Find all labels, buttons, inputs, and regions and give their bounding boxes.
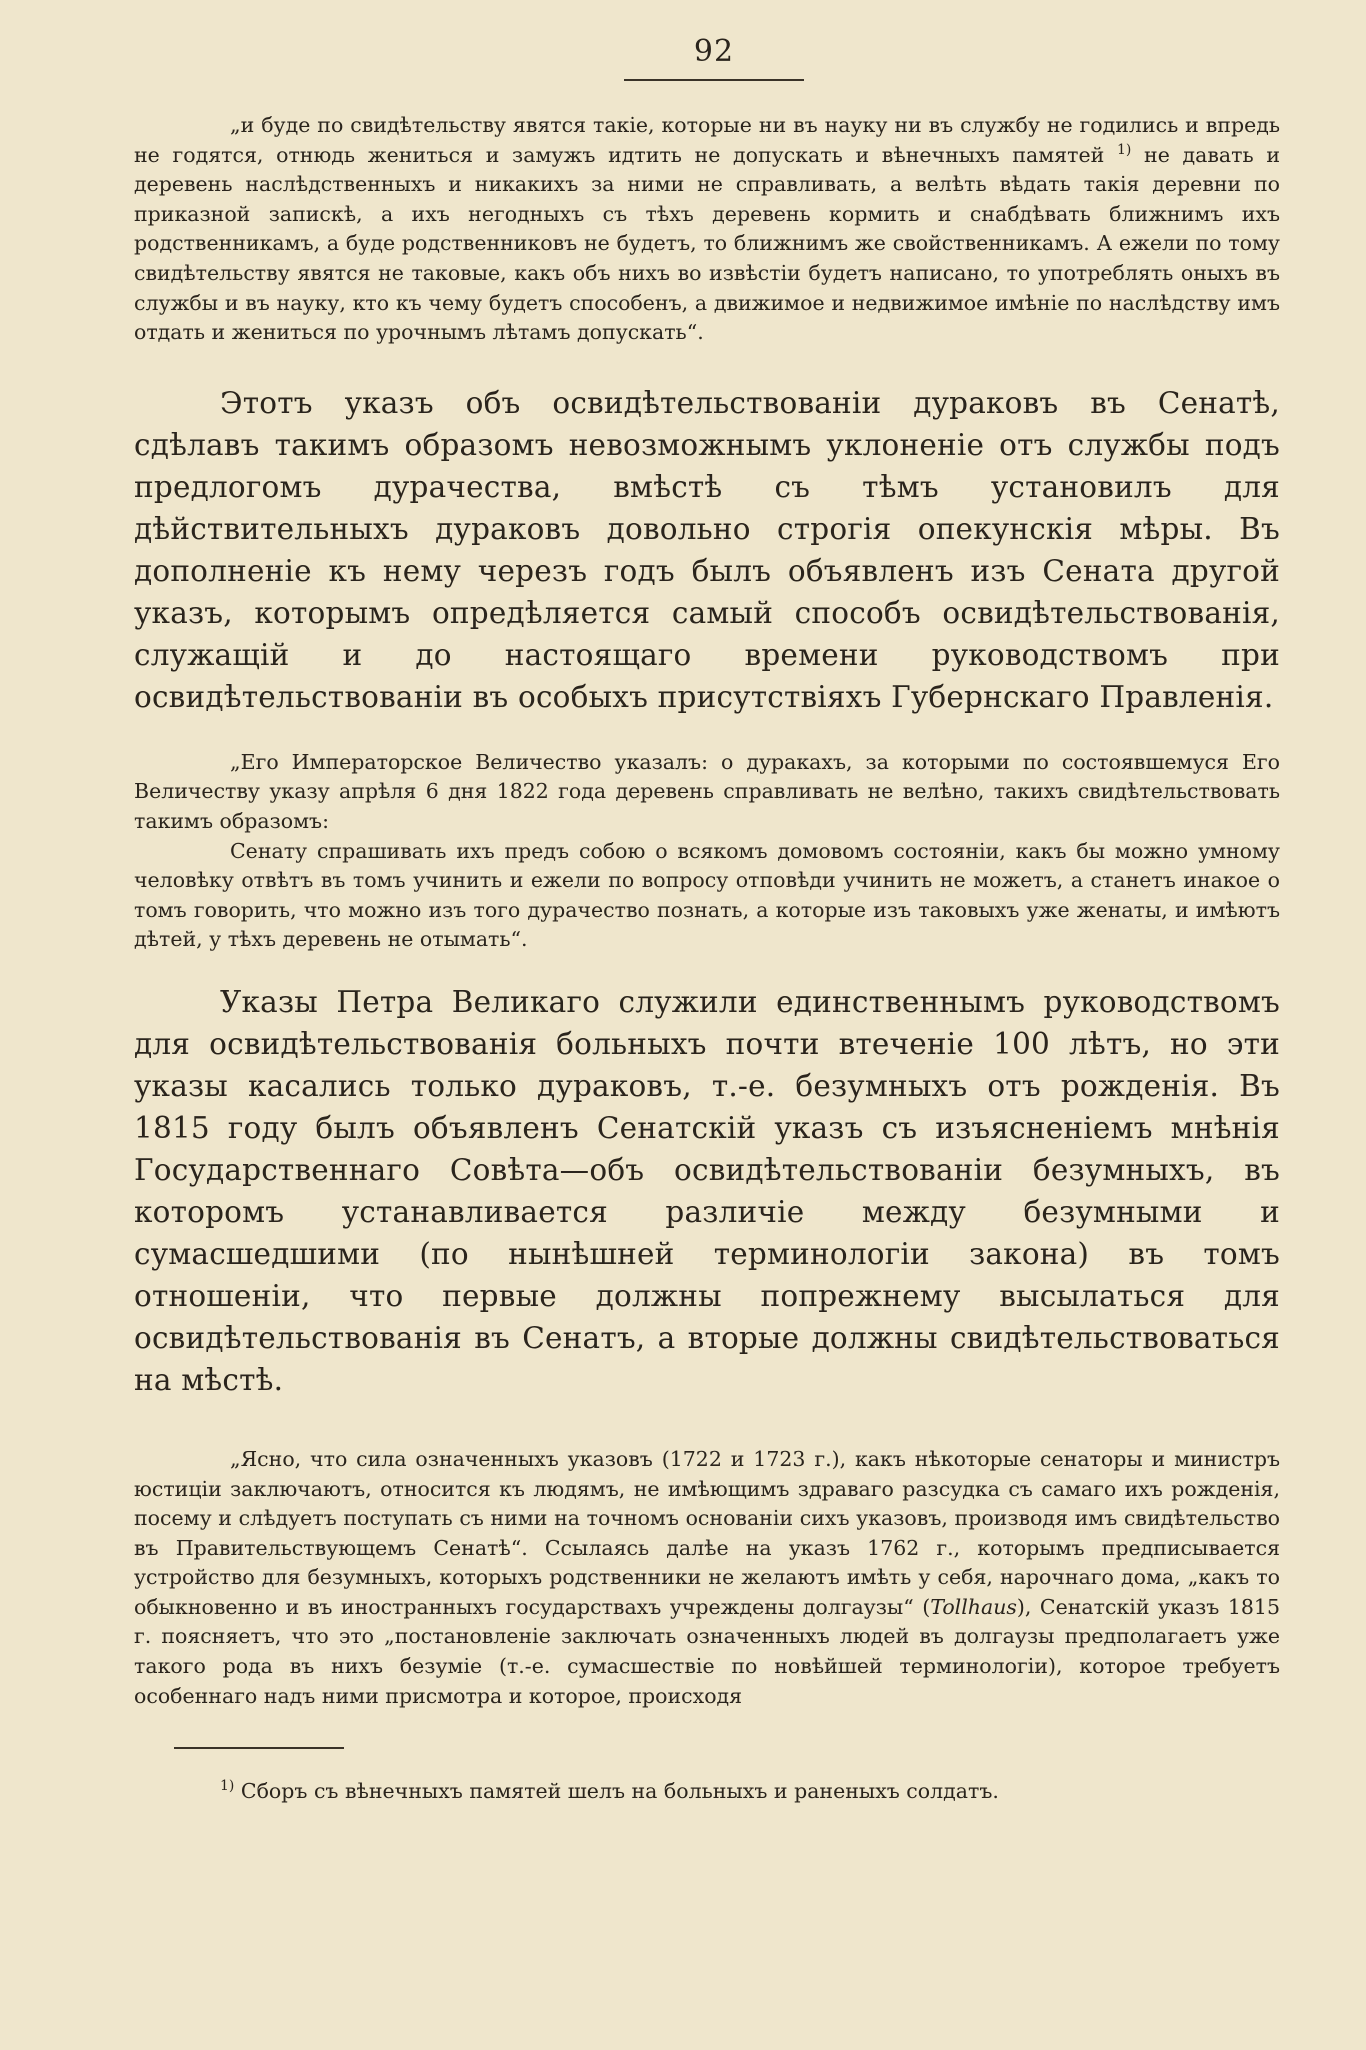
footnote-marker: 1)	[220, 1778, 235, 1795]
foreign-term: Tollhaus	[930, 1594, 1017, 1619]
quote-block	[134, 748, 1280, 955]
body-block	[134, 981, 1280, 1401]
footnote	[134, 1777, 1280, 1805]
quote-block	[134, 1445, 1280, 1711]
quote-text: „Ясно, что сила означенныхъ указовъ (1722 и 1723 г.), какъ нѣкоторые сенаторы и министръ юстиціи заключаютъ, относится къ людямъ, не имѣющимъ здраваго разсудка съ самаго ихъ рожденія, посему и слѣдуетъ поступать съ ними на точномъ основаніи сихъ указовъ, производя имъ свидѣтельство въ Правительствующемъ Сенатѣ“. Ссылаясь далѣе на указъ 1762 г., которымъ предписывается устройство для безумныхъ, которыхъ родственники не желаютъ имѣть у себя, нарочнаго дома, „какъ то обыкновенно и въ иностранныхъ государствахъ учреждены долгаузы“ (	[134, 1446, 1280, 1619]
quote-paragraph: „Его Императорское Величество указалъ: о дуракахъ, за которыми по состоявшемуся Его Величеству указу апрѣля 6 дня 1822 года деревень справливать не велѣно, такихъ свидѣтельствовать такимъ образомъ:	[134, 749, 1280, 833]
quote-paragraph: Сенату спрашивать ихъ предъ собою о всякомъ домовомъ состояніи, какъ бы можно умному человѣку отвѣтъ въ томъ учинить и ежели по вопросу отповѣди учинить не можетъ, а станетъ инакое о томъ говорить, что можно изъ того дурачество познать, а которые изъ таковыхъ уже женаты, и имѣютъ дѣтей, у тѣхъ деревень не отымать“.	[134, 838, 1280, 952]
body-paragraph: Указы Петра Великаго служили единственнымъ руководствомъ для освидѣтельствованія больныхъ почти втеченіе 100 лѣтъ, но эти указы касались только дураковъ, т.-е. безумныхъ отъ рожденія. Въ 1815 году былъ объявленъ Сенатскій указъ съ изъясненіемъ мнѣнія Государственнаго Совѣта—объ освидѣтельствованіи безумныхъ, въ которомъ устанавливается различіе между безумными и сумасшедшими (по нынѣшней терминологіи закона) въ томъ отношеніи, что первые должны попрежнему высылаться для освидѣтельствованія въ Сенатъ, а вторые должны свидѣтельствоваться на мѣстѣ.	[134, 984, 1280, 1397]
quote-text: не давать и деревень наслѣдственныхъ и никакихъ за ними не справливать, а велѣть вѣдать такія деревни по приказной запискѣ, а ихъ негодныхъ съ тѣхъ деревень кормить и снабдѣвать ближнимъ ихъ родственникамъ, а буде родственниковъ не будетъ, то ближнимъ же свойственникамъ. А ежели по тому свидѣтельству явятся не таковые, какъ объ нихъ во извѣстіи будетъ написано, то употреблять оныхъ въ службы и въ науку, кто къ чему будетъ способенъ, а движимое и недвижимое имѣніе по наслѣдству имъ отдать и жениться по урочнымъ лѣтамъ допускать“.	[134, 142, 1280, 345]
quote-text: „и буде по свидѣтельству явятся такіе, которые ни въ науку ни въ службу не годились и впредь не годятся, отнюдь жениться и замужъ идтить не допускать и вѣнечныхъ памятей	[134, 113, 1280, 167]
quote-text: ), Сенатскій указъ 1815 г. поясняетъ, что это „постановленіе заключать означенныхъ людей въ долгаузы предполагаетъ уже такого рода въ нихъ безуміе (т.-е. сумасшествіе по новѣйшей терминологіи), которое требуетъ особеннаго надъ ними присмотра и которое, происходя	[134, 1594, 1280, 1708]
quote-paragraph	[134, 1445, 1280, 1711]
body-block	[134, 382, 1280, 718]
footnote-reference: 1)	[1116, 141, 1132, 158]
footnote-divider	[174, 1747, 344, 1749]
quote-paragraph	[134, 111, 1280, 348]
body-paragraph: Этотъ указъ объ освидѣтельствованіи дураковъ въ Сенатѣ, сдѣлавъ такимъ образомъ невозможнымъ уклоненіе отъ службы подъ предлогомъ дурачества, вмѣстѣ съ тѣмъ установилъ для дѣйствительныхъ дураковъ довольно строгія опекунскія мѣры. Въ дополненіе къ нему черезъ годъ былъ объявленъ изъ Сената другой указъ, которымъ опредѣляется самый способъ освидѣтельствованія, служащій и до настоящаго времени руководствомъ при освидѣтельствованіи въ особыхъ присутствіяхъ Губернскаго Правленія.	[134, 385, 1280, 714]
page-number: 92	[624, 34, 804, 81]
quote-block	[134, 111, 1280, 348]
footnote-text: Сборъ съ вѣнечныхъ памятей шелъ на больныхъ и раненыхъ солдатъ.	[234, 1779, 999, 1804]
